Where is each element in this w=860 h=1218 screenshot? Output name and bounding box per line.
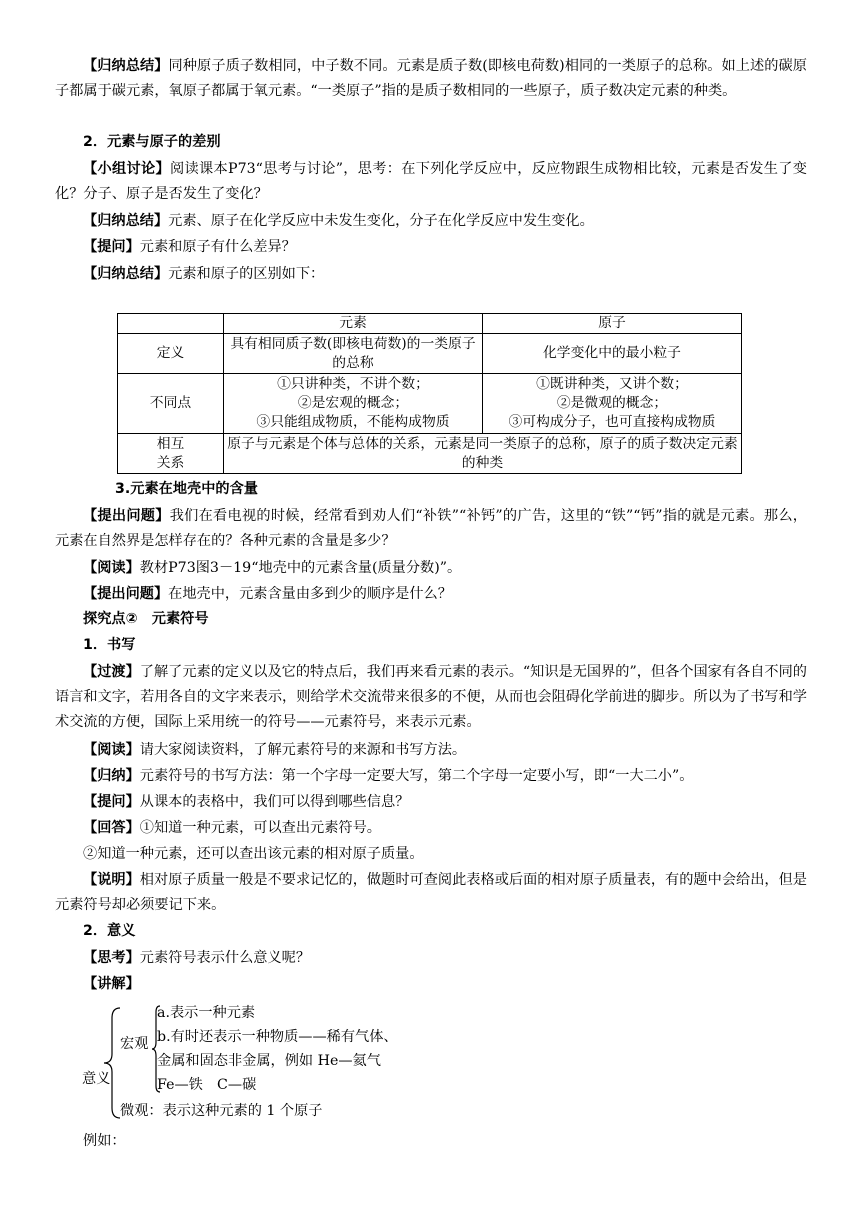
paragraph-text: 元素和原子有什么差异？: [139, 239, 296, 255]
table-corner-cell: [118, 314, 224, 334]
table-cell: 化学变化中的最小粒子: [483, 334, 742, 374]
paragraph-text: 请大家阅读资料，了解元素符号的来源和书写方法。: [139, 742, 467, 758]
section-heading: 1．书写: [83, 637, 136, 653]
cell-line: 关系: [156, 454, 185, 471]
paragraph-text: 在地壳中，元素含量由多到少的顺序是什么？: [168, 586, 452, 602]
row-header: 定义: [118, 334, 224, 374]
cell-line: ②是宏观的概念；: [297, 395, 409, 411]
tag-label: 【说明】: [83, 872, 140, 888]
reading-paragraph: [55, 738, 807, 763]
note-paragraph: [55, 868, 807, 918]
tag-label: 【小组讨论】: [83, 161, 171, 177]
cell-line: ①只讲种类，不讲个数；: [277, 376, 429, 392]
tag-label: 【思考】: [83, 950, 140, 966]
question-paragraph: [55, 790, 807, 815]
table-row: [118, 374, 742, 434]
paragraph-text: 教材P73图3－19“地壳中的元素含量(质量分数)”。: [139, 560, 462, 576]
tag-label: 【归纳】: [83, 768, 140, 784]
cell-line: ③只能组成物质，不能构成物质: [256, 414, 450, 430]
cell-line: 相互: [156, 435, 185, 452]
answer-paragraph: [55, 816, 807, 841]
tag-label: 【阅读】: [83, 742, 140, 758]
summary-paragraph: [55, 209, 807, 234]
diagram-root-label: 意义: [82, 1071, 111, 1087]
column-header: 元素: [224, 314, 483, 334]
tag-label: 【归纳总结】: [83, 213, 169, 229]
table-header-row: [118, 314, 742, 334]
question-paragraph: [55, 504, 807, 554]
diagram-micro-label: 微观：表示这种元素的 1 个原子: [120, 1103, 323, 1119]
summary-paragraph: [55, 54, 807, 104]
diagram-item: Fe—铁 C—碳: [157, 1077, 257, 1093]
paragraph-text: 我们在看电视的时候，经常看到劝人们“补铁”“补钙”的广告，这里的“铁”“钙”指的就是元素。那么，元素在自然界是怎样存在的？各种元素的含量是多少？: [55, 508, 807, 549]
summary-paragraph: [55, 764, 807, 789]
table-cell: [224, 374, 483, 434]
paragraph-text: 元素、原子在化学反应中未发生变化，分子在化学反应中发生变化。: [168, 213, 594, 229]
reading-paragraph: [55, 556, 807, 581]
section-heading: 2．元素与原子的差别: [83, 134, 221, 150]
cell-line: ②是微观的概念；: [556, 395, 668, 411]
tag-label: 【讲解】: [83, 976, 140, 992]
section-heading: 3.元素在地壳中的含量: [115, 481, 258, 497]
tag-label: 【过渡】: [83, 664, 140, 680]
tag-label: 【提问】: [83, 239, 140, 255]
diagram-item: a.表示一种元素: [157, 1005, 256, 1021]
row-header: [118, 434, 224, 474]
paragraph-text: 阅读课本P73“思考与讨论”，思考：在下列化学反应中，反应物跟生成物相比较，元素是否发生了变化？分子、原子是否发生了变化？: [55, 161, 807, 202]
question-paragraph: [55, 582, 807, 607]
tag-label: 【回答】: [83, 820, 140, 836]
row-header: 不同点: [118, 374, 224, 434]
paragraph-text: 元素和原子的区别如下：: [168, 266, 325, 282]
table-row: [118, 334, 742, 374]
question-paragraph: [55, 235, 807, 260]
paragraph-text: 元素符号的书写方法：第一个字母一定要大写，第二个字母一定要小写，即“一大二小”。: [139, 768, 694, 784]
answer-paragraph: ②知道一种元素，还可以查出该元素的相对原子质量。: [83, 846, 424, 862]
discussion-paragraph: [55, 157, 807, 207]
paragraph-text: 从课本的表格中，我们可以得到哪些信息？: [139, 794, 410, 810]
table-cell: 具有相同质子数(即核电荷数)的一类原子的总称: [224, 334, 483, 374]
table-row: [118, 434, 742, 474]
paragraph-text: 了解了元素的定义以及它的特点后，我们再来看元素的表示。“知识是无国界的”，但各个国家有各自不同的语言和文字，若用各自的文字来表示，则给学术交流带来很多的不便，从而也会阻碍化学前进的脚步。所以为了书写和学术交流的方便，国际上采用统一的符号——元素符号，来表示元素。: [55, 664, 807, 730]
lecture-paragraph: [55, 972, 807, 997]
comparison-table: [117, 313, 742, 474]
tag-label: 【归纳总结】: [83, 58, 169, 74]
tag-label: 【阅读】: [83, 560, 140, 576]
diagram-macro-label: 宏观: [120, 1036, 149, 1052]
summary-paragraph: [55, 262, 807, 287]
tag-label: 【提出问题】: [83, 586, 169, 602]
paragraph-text: 相对原子质量一般是不要求记忆的，做题时可查阅此表格或后面的相对原子质量表，有的题中会给出，但是元素符号却必须要记下来。: [55, 872, 807, 913]
cell-line: ①既讲种类，又讲个数；: [536, 376, 688, 392]
cell-line: ③可构成分子，也可直接构成物质: [508, 414, 716, 430]
paragraph-text: 元素符号表示什么意义呢？: [139, 950, 311, 966]
tag-label: 【归纳总结】: [83, 266, 169, 282]
diagram-item: 金属和固态非金属，例如 He—氦气: [157, 1053, 381, 1069]
paragraph-text: ①知道一种元素，可以查出元素符号。: [139, 820, 381, 836]
table-cell: [483, 374, 742, 434]
think-paragraph: [55, 946, 807, 971]
column-header: 原子: [483, 314, 742, 334]
table-cell: 原子与元素是个体与总体的关系，元素是同一类原子的总称，原子的质子数决定元素的种类: [224, 434, 742, 474]
tag-label: 【提问】: [83, 794, 140, 810]
example-label: 例如：: [83, 1133, 126, 1149]
section-heading: 探究点② 元素符号: [83, 611, 209, 627]
diagram-item: b.有时还表示一种物质——稀有气体、: [157, 1029, 398, 1045]
section-heading: 2．意义: [83, 923, 136, 939]
paragraph-text: 同种原子质子数相同，中子数不同。元素是质子数(即核电荷数)相同的一类原子的总称。如上述的碳原子都属于碳元素，氧原子都属于氧元素。“一类原子”指的是质子数相同的一些原子，质子数决定元素的种类。: [55, 58, 807, 99]
tag-label: 【提出问题】: [83, 508, 170, 524]
transition-paragraph: [55, 660, 807, 735]
